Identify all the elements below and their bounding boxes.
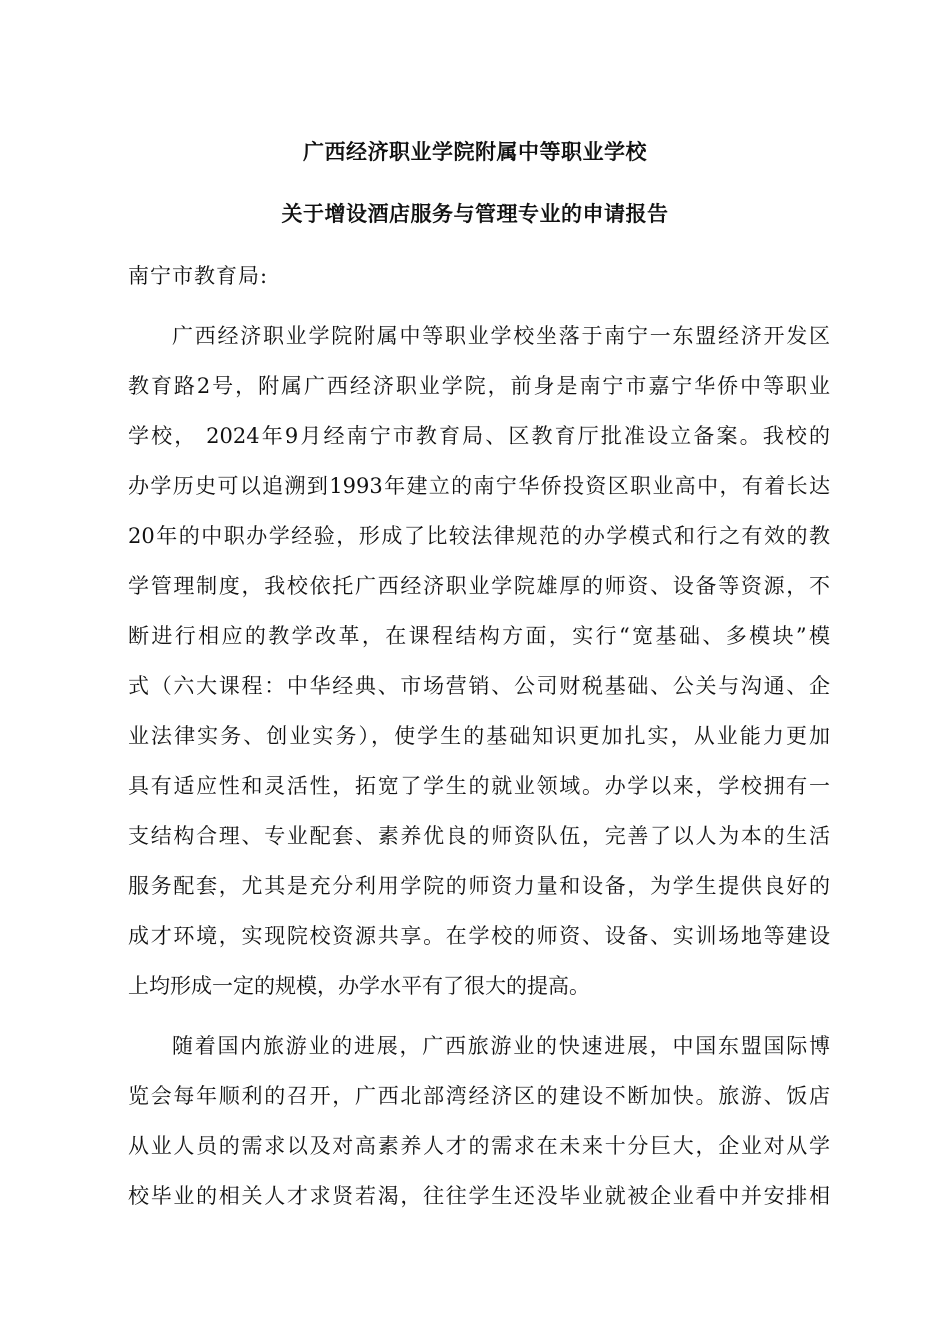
paragraph-1-line: 成才环境，实现院校资源共享。在学校的师资、设备、实训场地等建设 [128,924,830,948]
paragraph-1-line: 服务配套，尤其是充分利用学院的师资力量和设备，为学生提供良好的 [128,874,830,898]
paragraph-1-line: 支结构合理、专业配套、素养优良的师资队伍，完善了以人为本的生活 [128,824,830,848]
salutation: 南宁市教育局: [128,264,269,288]
document-title: 广西经济职业学院附属中等职业学校 [303,140,647,164]
paragraph-1-line: 学校， 2024年9月经南宁市教育局、区教育厅批准设立备案。我校的 [128,424,830,448]
paragraph-1-line: 上均形成一定的规模，办学水平有了很大的提高。 [128,974,590,998]
paragraph-2-line: 从业人员的需求以及对高素养人才的需求在未来十分巨大，企业对从学 [128,1134,830,1158]
paragraph-2-line: 随着国内旅游业的进展，广西旅游业的快速进展，中国东盟国际博 [172,1034,830,1058]
paragraph-1-line: 业法律实务、创业实务），使学生的基础知识更加扎实，从业能力更加 [128,724,830,748]
paragraph-1-line: 20年的中职办学经验，形成了比较法律规范的办学模式和行之有效的教 [128,524,830,548]
paragraph-1-line: 断进行相应的教学改革，在课程结构方面，实行“宽基础、多模块”模 [128,624,830,648]
paragraph-1-line: 学管理制度，我校依托广西经济职业学院雄厚的师资、设备等资源，不 [128,574,830,598]
paragraph-1-line: 办学历史可以追溯到1993年建立的南宁华侨投资区职业高中，有着长达 [128,474,830,498]
paragraph-1-line: 式（六大课程：中华经典、市场营销、公司财税基础、公关与沟通、企 [128,674,830,698]
paragraph-1-line: 具有适应性和灵活性，拓宽了学生的就业领域。办学以来，学校拥有一 [128,774,830,798]
paragraph-2-line: 览会每年顺利的召开，广西北部湾经济区的建设不断加快。旅游、饭店 [128,1084,830,1108]
paragraph-2-line: 校毕业的相关人才求贤若渴，往往学生还没毕业就被企业看中并安排相 [128,1184,830,1208]
paragraph-1-line: 广西经济职业学院附属中等职业学校坐落于南宁一东盟经济开发区 [172,324,830,348]
document-subtitle: 关于增设酒店服务与管理专业的申请报告 [281,202,669,226]
paragraph-1-line: 教育路2号，附属广西经济职业学院，前身是南宁市嘉宁华侨中等职业 [128,374,830,398]
